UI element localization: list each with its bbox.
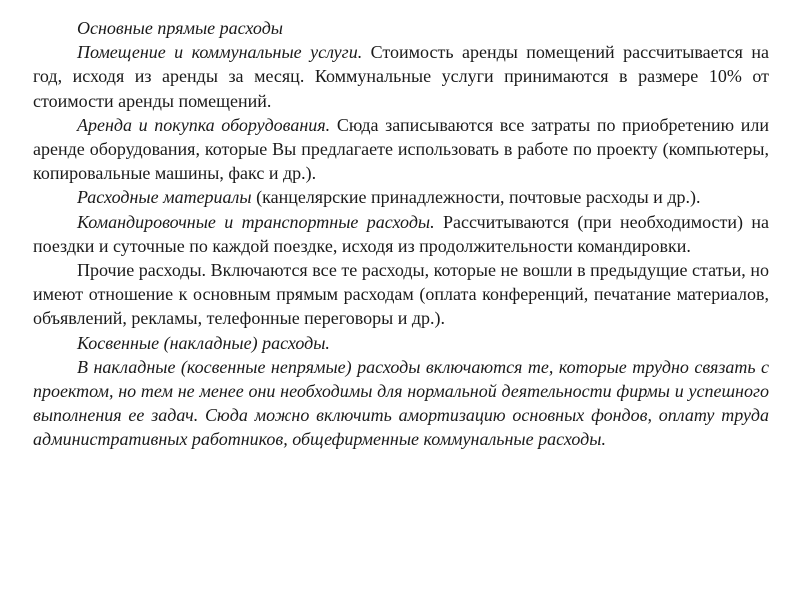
lead-premises: Помещение и коммунальные услуги. [77, 42, 363, 63]
document-page [33, 16, 769, 452]
lead-materials: Расходные материалы [77, 187, 252, 208]
paragraph-premises [33, 40, 769, 113]
paragraph-materials [33, 185, 769, 209]
paragraph-overhead: В накладные (косвенные непрямые) расходы включаются те, которые трудно связать с проектом, но тем не менее они необходимы для нормальной деятельности фирмы и успешного выполнения ее задач. Сюда можно включить амортизацию основных фондов, оплату труда административных работников, общефирменные коммунальные расходы. [33, 356, 769, 450]
body-equipment: Сюда записываются все затраты по приобретению или аренде оборудования, которые Вы предлагаете использовать в работе по проекту (компьютеры, копировальные машины, факс и др.). [33, 114, 769, 184]
body-materials: (канцелярские принадлежности, почтовые расходы и др.). [251, 187, 701, 208]
lead-equipment: Аренда и покупка оборудования. [77, 114, 331, 135]
paragraph-equipment [33, 113, 769, 186]
paragraph-travel [33, 210, 769, 258]
heading-indirect-costs: Косвенные (накладные) расходы. [77, 332, 330, 353]
paragraph-other: Прочие расходы. Включаются все те расходы, которые не вошли в предыдущие статьи, но имеют отношение к основным прямым расходам (оплата конференций, печатание материалов, объявлений, рекламы, телефонные переговоры и др.). [33, 260, 769, 329]
body-travel: Рассчитываются (при необходимости) на поездки и суточные по каждой поездке, исходя из продолжительности командировки. [33, 211, 769, 256]
body-premises: Стоимость аренды помещений рассчитывается на год, исходя из аренды за месяц. Коммунальные услуги принимаются в размере 10% от стоимости аренды помещений. [33, 42, 769, 111]
heading-direct-costs: Основные прямые расходы [77, 18, 283, 38]
lead-travel: Командировочные и транспортные расходы. [77, 211, 435, 232]
